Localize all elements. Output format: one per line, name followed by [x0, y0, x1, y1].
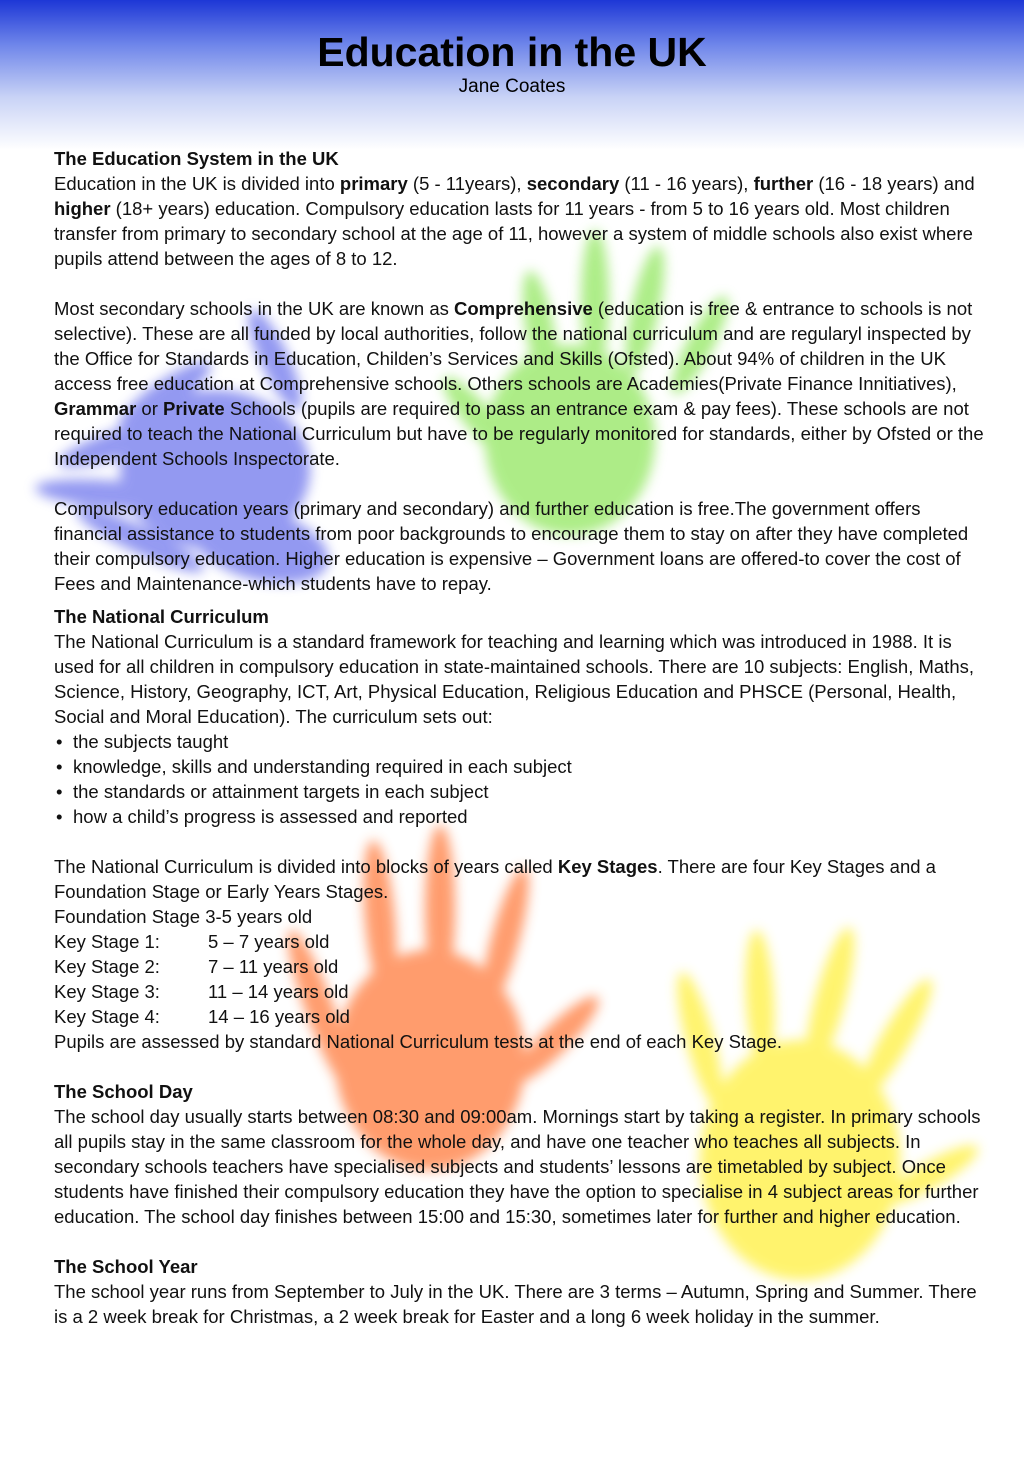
section-heading-school-day: The School Day [54, 1081, 193, 1102]
key-stage-row [54, 929, 984, 954]
key-stage-row [54, 1004, 984, 1029]
foundation-stage-line: Foundation Stage 3-5 years old [54, 906, 313, 927]
section-heading-education-system: The Education System in the UK [54, 148, 339, 169]
text-span: Schools (pupils are required to pass an entrance exam & pay fees). These schools are not required to teach the National Curriculum but have to be regularly monitored for standards, either by Ofsted or the Independent Schools Inspectorate. [54, 398, 984, 469]
key-stage-label: Key Stage 3: [54, 981, 160, 1002]
list-item: • the subjects taught [54, 729, 984, 754]
text-span: The National Curriculum is divided into blocks of years called [54, 856, 558, 877]
key-stage-row [54, 954, 984, 979]
paragraph-key-stages [54, 854, 984, 904]
bold-term-comprehensive: Comprehensive [454, 298, 593, 319]
document-header [0, 28, 1024, 98]
paragraph-school-year: The school year runs from September to July in the UK. There are 3 terms – Autumn, Spring and Summer. There is a 2 week break for Christmas, a 2 week break for Easter and a long 6 week holiday in the summer. [54, 1281, 977, 1327]
text-span: (16 - 18 years) and [813, 173, 975, 194]
text-span: Education in the UK is divided into [54, 173, 340, 194]
curriculum-bullet-list [54, 729, 984, 829]
paragraph-school-day: The school day usually starts between 08:30 and 09:00am. Mornings start by taking a register. In primary schools all pupils stay in the same classroom for the whole day, and have one teacher who teaches all subjects. In secondary schools teachers have specialised subjects and students’ lessons are timetabled by subject. Once students have finished their compulsory education they have the option to specialise in 4 subject areas for further education. The school day finishes between 15:00 and 15:30, sometimes later for further and higher education. [54, 1106, 981, 1227]
text-span: (5 - 11years), [407, 173, 527, 194]
list-item: • knowledge, skills and understanding required in each subject [54, 754, 984, 779]
bold-term-key-stages: Key Stages [557, 856, 658, 877]
key-stage-ages: 7 – 11 years old [208, 956, 339, 977]
text-span: Most secondary schools in the UK are known as [54, 298, 454, 319]
bold-term-grammar: Grammar [54, 398, 137, 419]
paragraph-assessment: Pupils are assessed by standard National Curriculum tests at the end of each Key Stage. [54, 1031, 783, 1052]
key-stage-ages: 11 – 14 years old [208, 981, 349, 1002]
text-span: (11 - 16 years), [619, 173, 754, 194]
bold-term-primary: primary [339, 173, 408, 194]
key-stage-label: Key Stage 4: [54, 1006, 160, 1027]
bold-term-private: Private [163, 398, 225, 419]
key-stage-label: Key Stage 1: [54, 931, 160, 952]
bold-term-secondary: secondary [526, 173, 620, 194]
key-stage-ages: 5 – 7 years old [208, 931, 330, 952]
key-stage-ages: 14 – 16 years old [208, 1006, 350, 1027]
document-author: Jane Coates [458, 76, 566, 97]
list-item: • how a child’s progress is assessed and reported [54, 804, 984, 829]
document-title: Education in the UK [317, 29, 707, 75]
key-stage-label: Key Stage 2: [54, 956, 160, 977]
paragraph-curriculum-intro: The National Curriculum is a standard framework for teaching and learning which was introduced in 1988. It is used for all children in compulsory education in state-maintained schools. There are 10 subjects: English, Maths, Science, History, Geography, ICT, Art, Physical Education, Religious Education and PHSCE (Personal, Health, Social and Moral Education). The curriculum sets out: [54, 631, 975, 727]
text-span: or [136, 398, 163, 419]
list-item: • the standards or attainment targets in each subject [54, 779, 984, 804]
paragraph-secondary-schools [54, 296, 984, 471]
section-heading-school-year: The School Year [54, 1256, 198, 1277]
paragraph-funding: Compulsory education years (primary and secondary) and further education is free.The government offers financial assistance to students from poor backgrounds to encourage them to stay on after they have completed their compulsory education. Higher education is expensive – Government loans are offered-to cover the cost of Fees and Maintenance-which students have to repay. [54, 498, 969, 594]
paragraph-education-stages [54, 171, 984, 271]
text-span: . There are four Key Stages and a Foundation Stage or Early Years Stages. [54, 856, 936, 902]
section-heading-national-curriculum: The National Curriculum [54, 606, 269, 627]
text-span: (education is free & entrance to schools is not selective). These are all funded by local authorities, follow the national curriculum and are regularyl inspected by the Office for Standards in Education, Childen’s Services and Skills (Ofsted). About 94% of children in the UK access free education at Comprehensive schools. Others schools are Academies(Private Finance Innitiatives), [54, 298, 973, 394]
text-span: (18+ years) education. Compulsory education lasts for 11 years - from 5 to 16 years old. Most children transfer from primary to secondary school at the age of 11, however a system of middle schools also exist where pupils attend between the ages of 8 to 12. [54, 198, 973, 269]
bold-term-further: further [753, 173, 814, 194]
bold-term-higher: higher [54, 198, 111, 219]
document-body [54, 146, 984, 1329]
key-stage-row [54, 979, 984, 1004]
